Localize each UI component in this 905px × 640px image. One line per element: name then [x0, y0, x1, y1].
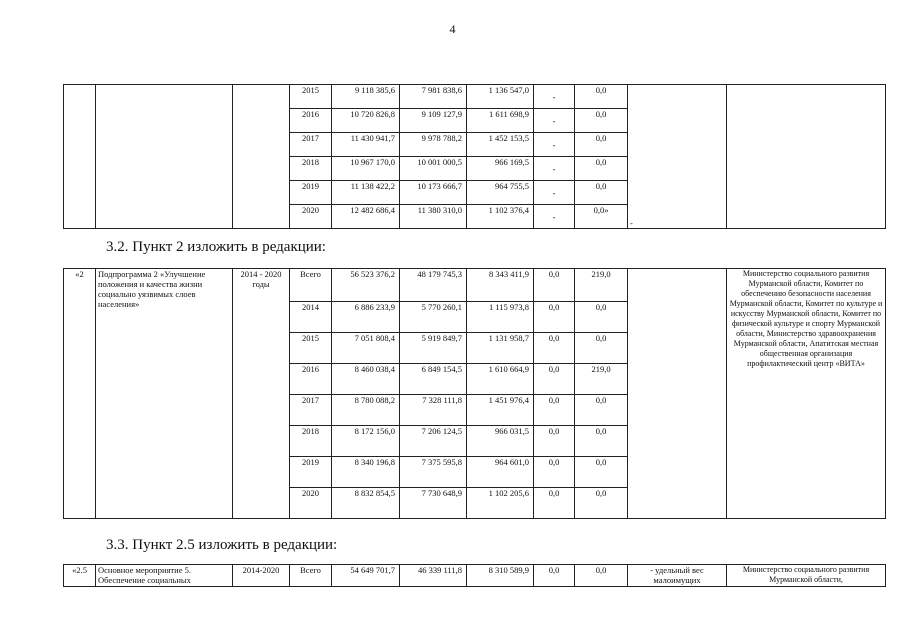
regional-cell: 11 380 310,0 [400, 205, 467, 229]
regional-cell: 9 978 788,2 [400, 133, 467, 157]
federal-cell: 964 755,5 [467, 181, 534, 205]
regional-cell: 46 339 111,8 [400, 565, 467, 587]
other-cell: 0,0 [575, 488, 628, 519]
total-cell: 11 138 422,2 [332, 181, 400, 205]
local-cell: - [534, 133, 575, 157]
total-cell: 8 460 038,4 [332, 364, 400, 395]
federal-cell: 1 611 698,9 [467, 109, 534, 133]
empty-indicator-cell [628, 85, 727, 229]
local-cell: 0,0 [534, 457, 575, 488]
period: 2014-2020 [233, 565, 290, 587]
other-cell: 0,0 [575, 85, 628, 109]
year-cell: 2018 [290, 157, 332, 181]
other-cell: 0,0 [575, 157, 628, 181]
other-cell: 219,0 [575, 364, 628, 395]
empty-responsible-cell [727, 85, 886, 229]
regional-cell: 5 919 849,7 [400, 333, 467, 364]
period: 2014 - 2020 годы [233, 269, 290, 519]
other-cell: 0,0 [575, 565, 628, 587]
total-cell: 11 430 941,7 [332, 133, 400, 157]
year-cell: 2016 [290, 364, 332, 395]
local-cell: 0,0 [534, 565, 575, 587]
total-cell: 10 720 826,8 [332, 109, 400, 133]
table-row [64, 269, 886, 302]
table-subprogram-2 [63, 268, 886, 519]
year-cell: 2015 [290, 333, 332, 364]
page-number: 4 [449, 22, 456, 36]
other-cell: 0,0 [575, 109, 628, 133]
local-cell: 0,0 [534, 395, 575, 426]
table-row [64, 565, 886, 587]
subprogram-name: Подпрограмма 2 «Улучшение положения и качества жизни социально уязвимых слоев населения» [96, 269, 233, 519]
total-cell: 8 340 196,8 [332, 457, 400, 488]
federal-cell: 1 115 973,8 [467, 302, 534, 333]
item-number: «2 [64, 269, 96, 519]
total-cell: 7 051 808,4 [332, 333, 400, 364]
year-cell: 2014 [290, 302, 332, 333]
total-cell: 8 780 088,2 [332, 395, 400, 426]
year-cell: 2019 [290, 457, 332, 488]
regional-cell: 10 001 000,5 [400, 157, 467, 181]
responsible-cell: Министерство социального развития Мурманской области, [727, 565, 886, 587]
regional-cell: 9 109 127,9 [400, 109, 467, 133]
federal-cell: 964 601,0 [467, 457, 534, 488]
year-cell: 2017 [290, 133, 332, 157]
other-cell: 219,0 [575, 269, 628, 302]
regional-cell: 7 981 838,6 [400, 85, 467, 109]
local-cell: 0,0 [534, 333, 575, 364]
local-cell: 0,0 [534, 364, 575, 395]
responsible-cell: Министерство социального развития Мурманской области, Комитет по обеспечению безопасности населения Мурманской области, Комитет по культуре и искусству Мурманской области, Комитет по физической культуре и спорту Мурманской области, Министерство здравоохранения Мурманской области, Апатитская местная общественная организация профилактический центр «ВИТА» [727, 269, 886, 519]
federal-cell: 966 169,5 [467, 157, 534, 181]
regional-cell: 7 375 595,8 [400, 457, 467, 488]
year-cell: 2019 [290, 181, 332, 205]
table-row [64, 85, 886, 109]
year-cell: 2015 [290, 85, 332, 109]
total-cell: 6 886 233,9 [332, 302, 400, 333]
federal-cell: 1 452 153,5 [467, 133, 534, 157]
year-cell: Всего [290, 269, 332, 302]
total-cell: 54 649 701,7 [332, 565, 400, 587]
federal-cell: 966 031,5 [467, 426, 534, 457]
indicator-cell: - удельный вес малоимущих [628, 565, 727, 587]
federal-cell: 1 136 547,0 [467, 85, 534, 109]
other-cell: 0,0 [575, 181, 628, 205]
local-cell: - [534, 109, 575, 133]
local-cell: - [534, 85, 575, 109]
regional-cell: 5 770 260,1 [400, 302, 467, 333]
other-cell: 0,0 [575, 133, 628, 157]
local-cell: - [534, 205, 575, 229]
other-cell: 0,0» [575, 205, 628, 229]
federal-cell: 1 131 958,7 [467, 333, 534, 364]
total-cell: 8 832 854,5 [332, 488, 400, 519]
other-cell: 0,0 [575, 457, 628, 488]
empty-name-cell [96, 85, 233, 229]
total-cell: 9 118 385,6 [332, 85, 400, 109]
year-cell: 2017 [290, 395, 332, 426]
local-cell: 0,0 [534, 269, 575, 302]
other-cell: 0,0 [575, 395, 628, 426]
empty-period-cell [233, 85, 290, 229]
empty-indicator-cell [628, 269, 727, 519]
table-activity-2-5 [63, 564, 886, 587]
local-cell: - [534, 181, 575, 205]
year-cell: 2020 [290, 205, 332, 229]
federal-cell: 1 451 976,4 [467, 395, 534, 426]
local-cell: - [534, 157, 575, 181]
federal-cell: 8 310 589,9 [467, 565, 534, 587]
year-cell: 2018 [290, 426, 332, 457]
regional-cell: 6 849 154,5 [400, 364, 467, 395]
local-cell: 0,0 [534, 302, 575, 333]
local-cell: 0,0 [534, 488, 575, 519]
total-cell: 10 967 170,0 [332, 157, 400, 181]
federal-cell: 1 102 376,4 [467, 205, 534, 229]
other-cell: 0,0 [575, 426, 628, 457]
heading-point-2-5: 3.3. Пункт 2.5 изложить в редакции: [106, 537, 338, 553]
item-number: «2.5 [64, 565, 96, 587]
year-cell: Всего [290, 565, 332, 587]
regional-cell: 7 328 111,8 [400, 395, 467, 426]
table-continuation [63, 84, 886, 229]
empty-number-cell [64, 85, 96, 229]
federal-cell: 1 610 664,9 [467, 364, 534, 395]
federal-cell: 1 102 205,6 [467, 488, 534, 519]
regional-cell: 7 206 124,5 [400, 426, 467, 457]
activity-name: Основное мероприятие 5. Обеспечение социальных [96, 565, 233, 587]
total-cell: 8 172 156,0 [332, 426, 400, 457]
other-cell: 0,0 [575, 302, 628, 333]
regional-cell: 7 730 648,9 [400, 488, 467, 519]
regional-cell: 48 179 745,3 [400, 269, 467, 302]
year-cell: 2020 [290, 488, 332, 519]
other-cell: 0,0 [575, 333, 628, 364]
heading-point-2: 3.2. Пункт 2 изложить в редакции: [106, 239, 326, 255]
total-cell: 12 482 686,4 [332, 205, 400, 229]
regional-cell: 10 173 666,7 [400, 181, 467, 205]
trailing-mark: - [630, 218, 633, 228]
local-cell: 0,0 [534, 426, 575, 457]
federal-cell: 8 343 411,9 [467, 269, 534, 302]
year-cell: 2016 [290, 109, 332, 133]
total-cell: 56 523 376,2 [332, 269, 400, 302]
